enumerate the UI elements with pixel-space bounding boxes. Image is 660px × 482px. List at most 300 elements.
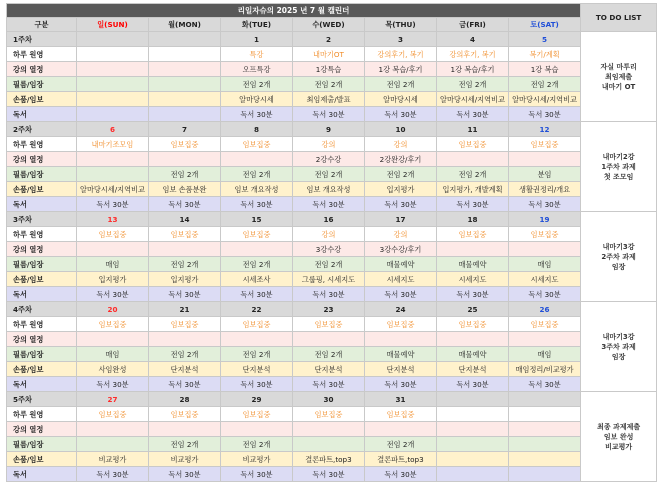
todo-item: 자실 마투리: [600, 62, 637, 71]
activity-cell[interactable]: [293, 422, 365, 437]
activity-cell[interactable]: [293, 332, 365, 347]
day-header-mon: 월(MON): [149, 18, 221, 32]
date-cell: [437, 392, 509, 407]
activity-row-handout: [7, 92, 657, 107]
activity-cell[interactable]: 임보집중: [149, 317, 221, 332]
activity-row-handout: [7, 362, 657, 377]
todo-cell: [581, 302, 657, 392]
activity-cell[interactable]: 임보집중: [77, 227, 149, 242]
row-label: 하루 원영: [7, 137, 77, 152]
activity-cell[interactable]: 1강 복습: [509, 62, 581, 77]
activity-cell[interactable]: 시세지도: [365, 272, 437, 287]
date-cell: 11: [437, 122, 509, 137]
date-cell: 17: [365, 212, 437, 227]
activity-cell[interactable]: [437, 452, 509, 467]
activity-cell[interactable]: 매물예약: [437, 347, 509, 362]
row-label: 강의 열정: [7, 62, 77, 77]
activity-cell[interactable]: 임보 손품분완: [149, 182, 221, 197]
activity-cell[interactable]: [437, 422, 509, 437]
activity-cell[interactable]: [509, 452, 581, 467]
activity-cell[interactable]: [149, 47, 221, 62]
activity-cell[interactable]: 전임 2개: [437, 167, 509, 182]
date-cell: 4: [437, 32, 509, 47]
activity-cell[interactable]: [77, 422, 149, 437]
activity-cell[interactable]: 독서 30분: [365, 377, 437, 392]
activity-cell[interactable]: [509, 332, 581, 347]
date-cell: 26: [509, 302, 581, 317]
activity-cell[interactable]: [149, 77, 221, 92]
activity-cell[interactable]: 전임 2개: [221, 347, 293, 362]
activity-cell[interactable]: 독서 30분: [509, 107, 581, 122]
activity-cell[interactable]: 독서 30분: [77, 287, 149, 302]
todo-item: 내마기3강: [602, 242, 635, 251]
row-label: 필름/임장: [7, 257, 77, 272]
activity-cell[interactable]: 독서 30분: [509, 197, 581, 212]
activity-cell[interactable]: [149, 422, 221, 437]
activity-cell[interactable]: 독서 30분: [509, 377, 581, 392]
activity-cell[interactable]: 알마당시세: [221, 92, 293, 107]
activity-cell[interactable]: [77, 47, 149, 62]
activity-row-lecture: [7, 62, 657, 77]
date-cell: 20: [77, 302, 149, 317]
date-cell: 21: [149, 302, 221, 317]
activity-cell[interactable]: 결론파트,top3: [365, 452, 437, 467]
activity-row-review: [7, 257, 657, 272]
week-header-row: [7, 32, 657, 47]
row-label: 손품/임보: [7, 92, 77, 107]
activity-cell[interactable]: 독서 30분: [293, 197, 365, 212]
activity-cell[interactable]: 강의: [365, 137, 437, 152]
activity-cell[interactable]: [509, 242, 581, 257]
activity-row-routine: [7, 47, 657, 62]
activity-cell[interactable]: 전임 2개: [149, 437, 221, 452]
activity-cell[interactable]: 입지평가: [77, 272, 149, 287]
activity-cell[interactable]: 임보집중: [293, 317, 365, 332]
activity-cell[interactable]: 전임 2개: [221, 437, 293, 452]
row-label: 하루 원영: [7, 407, 77, 422]
activity-cell[interactable]: 전임 2개: [149, 347, 221, 362]
activity-row-review: [7, 347, 657, 362]
activity-cell[interactable]: [77, 62, 149, 77]
week-label: 5주차: [7, 392, 77, 407]
week-label: 3주차: [7, 212, 77, 227]
activity-cell[interactable]: 생활권정리/개요: [509, 182, 581, 197]
activity-cell[interactable]: 독서 30분: [149, 197, 221, 212]
activity-cell[interactable]: 임보집중: [437, 227, 509, 242]
activity-cell[interactable]: 임보집중: [293, 407, 365, 422]
activity-cell[interactable]: 독서 30분: [221, 467, 293, 482]
activity-cell[interactable]: 독서 30분: [293, 377, 365, 392]
activity-cell[interactable]: 1강특습: [293, 62, 365, 77]
activity-cell[interactable]: [365, 332, 437, 347]
date-cell: 16: [293, 212, 365, 227]
activity-cell[interactable]: [149, 332, 221, 347]
date-cell: 29: [221, 392, 293, 407]
date-cell: 6: [77, 122, 149, 137]
activity-cell[interactable]: 전임 2개: [365, 437, 437, 452]
activity-cell[interactable]: [149, 152, 221, 167]
calendar-body: [7, 32, 657, 482]
activity-cell[interactable]: 독서 30분: [437, 197, 509, 212]
activity-cell[interactable]: 강의후기, 복기: [365, 47, 437, 62]
activity-cell[interactable]: 강의: [293, 137, 365, 152]
activity-cell[interactable]: [221, 242, 293, 257]
date-cell: [77, 32, 149, 47]
activity-row-review: [7, 437, 657, 452]
week-label: 2주차: [7, 122, 77, 137]
date-cell: 28: [149, 392, 221, 407]
activity-cell[interactable]: [437, 152, 509, 167]
row-label: 독서: [7, 197, 77, 212]
activity-cell[interactable]: 독서 30분: [77, 197, 149, 212]
activity-cell[interactable]: 알마당시세/지역비교: [437, 92, 509, 107]
activity-row-lecture: [7, 242, 657, 257]
week-header-row: [7, 212, 657, 227]
week-label: 1주차: [7, 32, 77, 47]
activity-row-lecture: [7, 332, 657, 347]
activity-cell[interactable]: 독서 30분: [77, 377, 149, 392]
activity-cell[interactable]: [77, 152, 149, 167]
date-cell: 8: [221, 122, 293, 137]
activity-cell[interactable]: [77, 77, 149, 92]
activity-row-lecture: [7, 422, 657, 437]
activity-cell[interactable]: 강의후기, 복기: [437, 47, 509, 62]
todo-item: 내마기2강: [602, 152, 635, 161]
activity-cell[interactable]: [437, 437, 509, 452]
activity-cell[interactable]: 매임: [509, 257, 581, 272]
category-header: 구분: [7, 18, 77, 32]
activity-row-reading: [7, 467, 657, 482]
activity-cell[interactable]: 입지평가: [365, 182, 437, 197]
activity-cell[interactable]: 매물예약: [437, 257, 509, 272]
activity-cell[interactable]: 결론파트,top3: [293, 452, 365, 467]
activity-cell[interactable]: [77, 107, 149, 122]
activity-row-routine: [7, 407, 657, 422]
activity-cell[interactable]: 임보집중: [149, 137, 221, 152]
activity-row-reading: [7, 377, 657, 392]
activity-cell[interactable]: 단지분석: [221, 362, 293, 377]
activity-row-review: [7, 167, 657, 182]
activity-cell[interactable]: 전임 2개: [293, 347, 365, 362]
activity-cell[interactable]: [149, 92, 221, 107]
activity-cell[interactable]: 독서 30분: [221, 197, 293, 212]
activity-cell[interactable]: [365, 422, 437, 437]
activity-cell[interactable]: 임보집중: [221, 227, 293, 242]
activity-cell[interactable]: 매임: [509, 347, 581, 362]
activity-cell[interactable]: 매물예약: [365, 347, 437, 362]
row-label: 필름/임장: [7, 347, 77, 362]
row-label: 손품/임보: [7, 182, 77, 197]
todo-item: 최종 과제제출: [597, 422, 641, 431]
activity-cell[interactable]: 임보집중: [221, 407, 293, 422]
activity-cell[interactable]: 입지평가: [149, 272, 221, 287]
activity-cell[interactable]: 단지분석: [437, 362, 509, 377]
activity-cell[interactable]: 독서 30분: [293, 287, 365, 302]
todo-item: 3주차 과제: [601, 342, 636, 351]
activity-cell[interactable]: 비교평가: [221, 452, 293, 467]
activity-cell[interactable]: 단지분석: [365, 362, 437, 377]
activity-cell[interactable]: 임보 개요작성: [221, 182, 293, 197]
activity-cell[interactable]: 분임: [509, 167, 581, 182]
activity-cell[interactable]: [77, 242, 149, 257]
todo-item: 내마기3강: [602, 332, 635, 341]
activity-cell[interactable]: 시세지도: [437, 272, 509, 287]
todo-item: 임장: [611, 352, 626, 361]
row-label: 필름/임장: [7, 437, 77, 452]
activity-cell[interactable]: [149, 107, 221, 122]
activity-cell[interactable]: 임보집중: [77, 317, 149, 332]
activity-row-routine: [7, 227, 657, 242]
row-label: 하루 원영: [7, 227, 77, 242]
row-label: 독서: [7, 287, 77, 302]
row-label: 하루 원영: [7, 47, 77, 62]
activity-cell[interactable]: 독서 30분: [293, 107, 365, 122]
activity-cell[interactable]: 매임: [77, 347, 149, 362]
activity-cell[interactable]: 입지평가, 개발계획: [437, 182, 509, 197]
activity-cell[interactable]: 임보집중: [509, 137, 581, 152]
date-cell: 9: [293, 122, 365, 137]
activity-cell[interactable]: 시세지도: [509, 272, 581, 287]
todo-cell: [581, 32, 657, 122]
activity-cell[interactable]: [437, 467, 509, 482]
activity-cell[interactable]: 전임 2개: [509, 77, 581, 92]
activity-cell[interactable]: 강의: [293, 227, 365, 242]
date-cell: 10: [365, 122, 437, 137]
week-header-row: [7, 392, 657, 407]
date-cell: 1: [221, 32, 293, 47]
activity-cell[interactable]: [437, 332, 509, 347]
activity-row-handout: [7, 272, 657, 287]
activity-cell[interactable]: [293, 437, 365, 452]
activity-cell[interactable]: 전임 2개: [221, 77, 293, 92]
activity-cell[interactable]: 임보집중: [365, 407, 437, 422]
activity-cell[interactable]: 임보집중: [221, 317, 293, 332]
activity-row-handout: [7, 452, 657, 467]
activity-row-routine: [7, 137, 657, 152]
activity-row-reading: [7, 197, 657, 212]
todo-item: 비교평가: [605, 442, 633, 451]
activity-cell[interactable]: 독서 30분: [149, 467, 221, 482]
day-header-thu: 목(THU): [365, 18, 437, 32]
row-label: 독서: [7, 467, 77, 482]
row-label: 손품/임보: [7, 362, 77, 377]
row-label: 손품/임보: [7, 452, 77, 467]
activity-cell[interactable]: [149, 242, 221, 257]
row-label: 손품/임보: [7, 272, 77, 287]
activity-cell[interactable]: 독서 30분: [221, 287, 293, 302]
activity-cell[interactable]: 내마기OT: [293, 47, 365, 62]
date-cell: 25: [437, 302, 509, 317]
activity-cell[interactable]: 전임 2개: [149, 167, 221, 182]
date-cell: 19: [509, 212, 581, 227]
todo-item: 임장: [611, 262, 626, 271]
activity-cell[interactable]: 임보집중: [221, 137, 293, 152]
activity-cell[interactable]: 3강수강: [293, 242, 365, 257]
activity-cell[interactable]: 독서 30분: [293, 467, 365, 482]
row-label: 강의 열정: [7, 152, 77, 167]
activity-cell[interactable]: 독서 30분: [509, 287, 581, 302]
activity-cell[interactable]: 3강수강/후기: [365, 242, 437, 257]
date-cell: 18: [437, 212, 509, 227]
activity-row-reading: [7, 287, 657, 302]
date-cell: 30: [293, 392, 365, 407]
activity-cell[interactable]: 최임제출/발표: [293, 92, 365, 107]
activity-cell[interactable]: 전임 2개: [293, 257, 365, 272]
date-cell: 3: [365, 32, 437, 47]
row-label: 독서: [7, 107, 77, 122]
activity-cell[interactable]: [77, 92, 149, 107]
activity-cell[interactable]: 독서 30분: [221, 107, 293, 122]
activity-cell[interactable]: 알마당시세/지역비교: [77, 182, 149, 197]
activity-cell[interactable]: [149, 62, 221, 77]
activity-row-review: [7, 77, 657, 92]
date-cell: 27: [77, 392, 149, 407]
activity-cell[interactable]: 1강 복습/후기: [437, 62, 509, 77]
activity-row-reading: [7, 107, 657, 122]
activity-cell[interactable]: [509, 437, 581, 452]
week-header-row: [7, 122, 657, 137]
activity-cell[interactable]: 강의: [365, 227, 437, 242]
activity-cell[interactable]: 임보집중: [437, 317, 509, 332]
activity-cell[interactable]: 알마당시세/지역비교: [509, 92, 581, 107]
activity-cell[interactable]: 전임 2개: [365, 77, 437, 92]
activity-cell[interactable]: [221, 152, 293, 167]
activity-cell[interactable]: [77, 167, 149, 182]
date-cell: 24: [365, 302, 437, 317]
activity-cell[interactable]: 전임 2개: [437, 77, 509, 92]
date-cell: 5: [509, 32, 581, 47]
activity-cell[interactable]: 그룹핑, 시세지도: [293, 272, 365, 287]
activity-cell[interactable]: [509, 152, 581, 167]
date-cell: 31: [365, 392, 437, 407]
activity-cell[interactable]: 알마당시세: [365, 92, 437, 107]
todo-item: 최임제출: [605, 72, 633, 81]
activity-row-routine: [7, 317, 657, 332]
todo-cell: [581, 392, 657, 482]
todo-item: 임보 완성: [603, 432, 634, 441]
activity-cell[interactable]: 독서 30분: [437, 287, 509, 302]
activity-cell[interactable]: [509, 407, 581, 422]
date-cell: 15: [221, 212, 293, 227]
activity-cell[interactable]: 전임 2개: [293, 77, 365, 92]
activity-cell[interactable]: 임보 개요작성: [293, 182, 365, 197]
monthly-calendar: [6, 3, 657, 482]
activity-cell[interactable]: 전임 2개: [221, 257, 293, 272]
row-label: 필름/임장: [7, 167, 77, 182]
row-label: 독서: [7, 377, 77, 392]
activity-cell[interactable]: 독서 30분: [437, 107, 509, 122]
day-header-tue: 화(TUE): [221, 18, 293, 32]
week-header-row: [7, 302, 657, 317]
activity-cell[interactable]: 임보집중: [437, 137, 509, 152]
date-cell: 13: [77, 212, 149, 227]
activity-cell[interactable]: 독서 30분: [365, 197, 437, 212]
activity-cell[interactable]: 독서 30분: [149, 377, 221, 392]
activity-cell[interactable]: 전임 2개: [293, 167, 365, 182]
activity-cell[interactable]: 독서 30분: [149, 287, 221, 302]
date-cell: 14: [149, 212, 221, 227]
day-header-sat: 토(SAT): [509, 18, 581, 32]
row-label: 강의 열정: [7, 422, 77, 437]
date-cell: [509, 392, 581, 407]
row-label: 강의 열정: [7, 242, 77, 257]
activity-cell[interactable]: 단지분석: [149, 362, 221, 377]
activity-cell[interactable]: 독서 30분: [365, 467, 437, 482]
day-header-wed: 수(WED): [293, 18, 365, 32]
row-label: 하루 원영: [7, 317, 77, 332]
activity-cell[interactable]: 오프특강: [221, 62, 293, 77]
activity-cell[interactable]: 내마기조모임: [77, 137, 149, 152]
activity-cell[interactable]: 전임 2개: [149, 257, 221, 272]
todo-item: 첫 조모임: [603, 172, 634, 181]
activity-cell[interactable]: 단지분석: [293, 362, 365, 377]
activity-cell[interactable]: 비교평가: [77, 452, 149, 467]
date-cell: 12: [509, 122, 581, 137]
activity-cell[interactable]: 독서 30분: [365, 287, 437, 302]
week-label: 4주차: [7, 302, 77, 317]
activity-cell[interactable]: 독서 30분: [365, 107, 437, 122]
day-header-fri: 금(FRI): [437, 18, 509, 32]
activity-cell[interactable]: [509, 422, 581, 437]
todo-cell: [581, 212, 657, 302]
activity-cell[interactable]: 2강완강/후기: [365, 152, 437, 167]
date-cell: 23: [293, 302, 365, 317]
todo-item: 2주차 과제: [601, 252, 636, 261]
activity-cell[interactable]: 독서 30분: [221, 377, 293, 392]
activity-cell[interactable]: 2강수강: [293, 152, 365, 167]
activity-cell[interactable]: 사임완성: [77, 362, 149, 377]
activity-cell[interactable]: 복기/계획: [509, 47, 581, 62]
activity-cell[interactable]: [437, 407, 509, 422]
date-cell: 7: [149, 122, 221, 137]
activity-row-lecture: [7, 152, 657, 167]
activity-cell[interactable]: 임보집중: [365, 317, 437, 332]
activity-cell[interactable]: 비교평가: [149, 452, 221, 467]
activity-cell[interactable]: 특강: [221, 47, 293, 62]
activity-cell[interactable]: [221, 422, 293, 437]
activity-cell[interactable]: 독서 30분: [77, 467, 149, 482]
date-cell: 2: [293, 32, 365, 47]
activity-cell[interactable]: [77, 437, 149, 452]
activity-cell[interactable]: [437, 242, 509, 257]
date-cell: [149, 32, 221, 47]
activity-cell[interactable]: 독서 30분: [437, 377, 509, 392]
activity-cell[interactable]: 매물예약: [365, 257, 437, 272]
activity-cell[interactable]: 매임: [77, 257, 149, 272]
activity-cell[interactable]: [509, 467, 581, 482]
activity-cell[interactable]: 1강 복습/후기: [365, 62, 437, 77]
activity-row-handout: [7, 182, 657, 197]
date-cell: 22: [221, 302, 293, 317]
activity-cell[interactable]: 매임정리/비교평가: [509, 362, 581, 377]
row-label: 강의 열정: [7, 332, 77, 347]
activity-cell[interactable]: 임보집중: [149, 407, 221, 422]
row-label: 필름/임장: [7, 77, 77, 92]
activity-cell[interactable]: 임보집중: [509, 317, 581, 332]
activity-cell[interactable]: [77, 332, 149, 347]
activity-cell[interactable]: [221, 332, 293, 347]
activity-cell[interactable]: 임보집중: [509, 227, 581, 242]
todo-item: 1주차 과제: [601, 162, 636, 171]
todo-list-header: TO DO LIST: [581, 4, 657, 32]
activity-cell[interactable]: 시세조사: [221, 272, 293, 287]
activity-cell[interactable]: 전임 2개: [365, 167, 437, 182]
activity-cell[interactable]: 전임 2개: [221, 167, 293, 182]
day-header-sun: 일(SUN): [77, 18, 149, 32]
activity-cell[interactable]: 임보집중: [149, 227, 221, 242]
calendar-title: 리일자슈의 2025 년 7 월 캘린더: [7, 4, 581, 18]
activity-cell[interactable]: 임보집중: [77, 407, 149, 422]
